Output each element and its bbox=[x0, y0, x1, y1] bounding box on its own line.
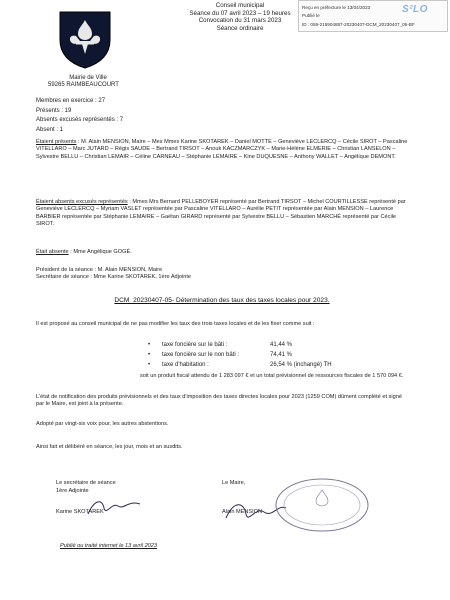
rates-note: soit un produit fiscal attendu de 1 283 097 € et un total prévisionnel de ressources fiscales de 1 570 094 €. bbox=[140, 373, 404, 379]
absent-count: Absent : 1 bbox=[36, 126, 64, 133]
represented-count: Absents excusés représentés : 7 bbox=[36, 117, 124, 123]
absent-members bbox=[36, 249, 408, 256]
deliberation-closing: L'état de notification des produits prévisionnels et des taux d'imposition des taxes directes locales pour 2023 (1259 COM) dûment complété et signé par le Maire, est joint à la présente. bbox=[36, 394, 402, 408]
bullet-icon: • bbox=[148, 352, 151, 358]
tax-rate-value: 41,44 % bbox=[270, 342, 293, 348]
deliberation-title: DCM_20230407-05- Détermination des taux des taxes locales pour 2023. bbox=[114, 297, 330, 304]
stamp-published: Publié le bbox=[302, 13, 320, 18]
stamp-id: ID : 059-215904887-20230407-DCM_20230407_05-BF bbox=[302, 22, 415, 27]
mayor-title: Le Maire, bbox=[222, 480, 246, 486]
present-count: Présents : 19 bbox=[36, 107, 72, 114]
deliberation-intro: Il est proposé au conseil municipal de ne pas modifier les taux des trois taxes locales et de les fixer comme suit : bbox=[36, 321, 315, 327]
bullet-icon: • bbox=[148, 342, 151, 348]
absent-list: : Mme Angélique GOGÉ. bbox=[68, 249, 132, 255]
header-line-session: Séance du 07 avril 2023 – 19 heures bbox=[189, 9, 291, 17]
tax-rate-label: taxe foncière sur le bâti : bbox=[162, 342, 228, 348]
present-list: : M. Alain MENSION, Maire – Mes Mmes Karine SKOTAREK – Daniel MOTTE – Geneviève LECLERCQ – Cécile SIROT – Pascaline VITELLARO – Marc JUTARD – Régis SAUDE – Bertrand TIRSOT – Anouk KACZMARCZYK – Marie-Hélène ELMERIE – Christian LANSELON – Sylvestre BELLU – Christian LEMAIR – Céline CARNEAU – Stéphanie LEMAIRE – Kine DUQUESNE – Anthony WALLET – Angélique DEMONT. bbox=[36, 139, 408, 160]
prefecture-stamp bbox=[298, 0, 448, 32]
session-secretary: Secrétaire de séance : Mme Karine SKOTAREK, 1ère Adjointe bbox=[36, 274, 192, 281]
tax-rate-value: 74,41 % bbox=[270, 352, 293, 358]
members-count: Membres en exercice : 27 bbox=[36, 98, 106, 104]
session-president: Président de la séance : M. Alain MENSION, Maire bbox=[36, 267, 163, 273]
stamp-logo: S²LO bbox=[402, 4, 428, 15]
represented-label: Étaient absents excusés représentés bbox=[36, 199, 128, 205]
present-members bbox=[36, 139, 408, 161]
tax-rate-label: taxe d'habitation : bbox=[162, 362, 209, 368]
bullet-icon: • bbox=[148, 362, 151, 368]
header-line-type: Séance ordinaire bbox=[216, 24, 264, 32]
commune-name: Mairie de Ville bbox=[69, 75, 107, 81]
secretary-name: Karine SKOTAREK bbox=[56, 509, 104, 516]
tax-rate-value: 26,54 % (inchangé) TH bbox=[270, 362, 332, 368]
mayor-name: Alain MENSION bbox=[222, 508, 263, 515]
adoption-result: Adopté par vingt-six voix pour, les autres abstentions. bbox=[36, 421, 169, 427]
represented-list: : Mmes Mrs Bernard PELLEBOYER représenté par Bertrand TIRSOT – Michel COURTILLESSE représenté par Geneviève LECLERCQ – Myriam VASLET représentée par Pascaline VITELLARO – Aurélie PETIT représentée par Alain MENSION – Laurence BARBIER représentée par Stéphanie LEMAIRE – Gaëtan GIRARD représenté par Sylvestre BELLU – Sébastien MARCHÉ représenté par Cécile SIROT. bbox=[36, 199, 406, 228]
meeting-header bbox=[160, 2, 320, 32]
tax-rate-label: taxe foncière sur le non bâti : bbox=[162, 352, 240, 358]
tax-rate-row bbox=[148, 360, 332, 370]
done-statement: Ainsi fait et délibéré en séance, les jour, mois et an susdits. bbox=[36, 444, 183, 450]
present-label: Étaient présents bbox=[36, 139, 77, 145]
secretary-handwritten-signature bbox=[84, 492, 144, 522]
secretary-title: Le secrétaire de séance bbox=[56, 480, 116, 486]
represented-members bbox=[36, 199, 408, 229]
header-line-council: Conseil municipal bbox=[215, 2, 265, 9]
secretary-role: 1ère Adjointe bbox=[56, 487, 89, 494]
commune-crest-icon bbox=[58, 10, 112, 70]
attendance-counts bbox=[36, 97, 123, 135]
session-officers bbox=[36, 267, 408, 282]
tax-rate-row bbox=[148, 350, 293, 360]
publication-footer: Publié ou traité internet le 13 avril 2023 bbox=[60, 543, 158, 549]
tax-rates-list bbox=[148, 340, 332, 370]
stamp-received: Reçu en préfecture le 13/04/2023 bbox=[302, 5, 371, 10]
header-line-convocation: Convocation du 31 mars 2023 bbox=[198, 17, 282, 25]
absent-label: Était absente bbox=[36, 249, 69, 255]
tax-rate-row bbox=[148, 340, 293, 350]
municipal-seal-icon bbox=[272, 476, 372, 534]
commune-address: 59265 RAIMBEAUCOURT bbox=[48, 82, 119, 88]
